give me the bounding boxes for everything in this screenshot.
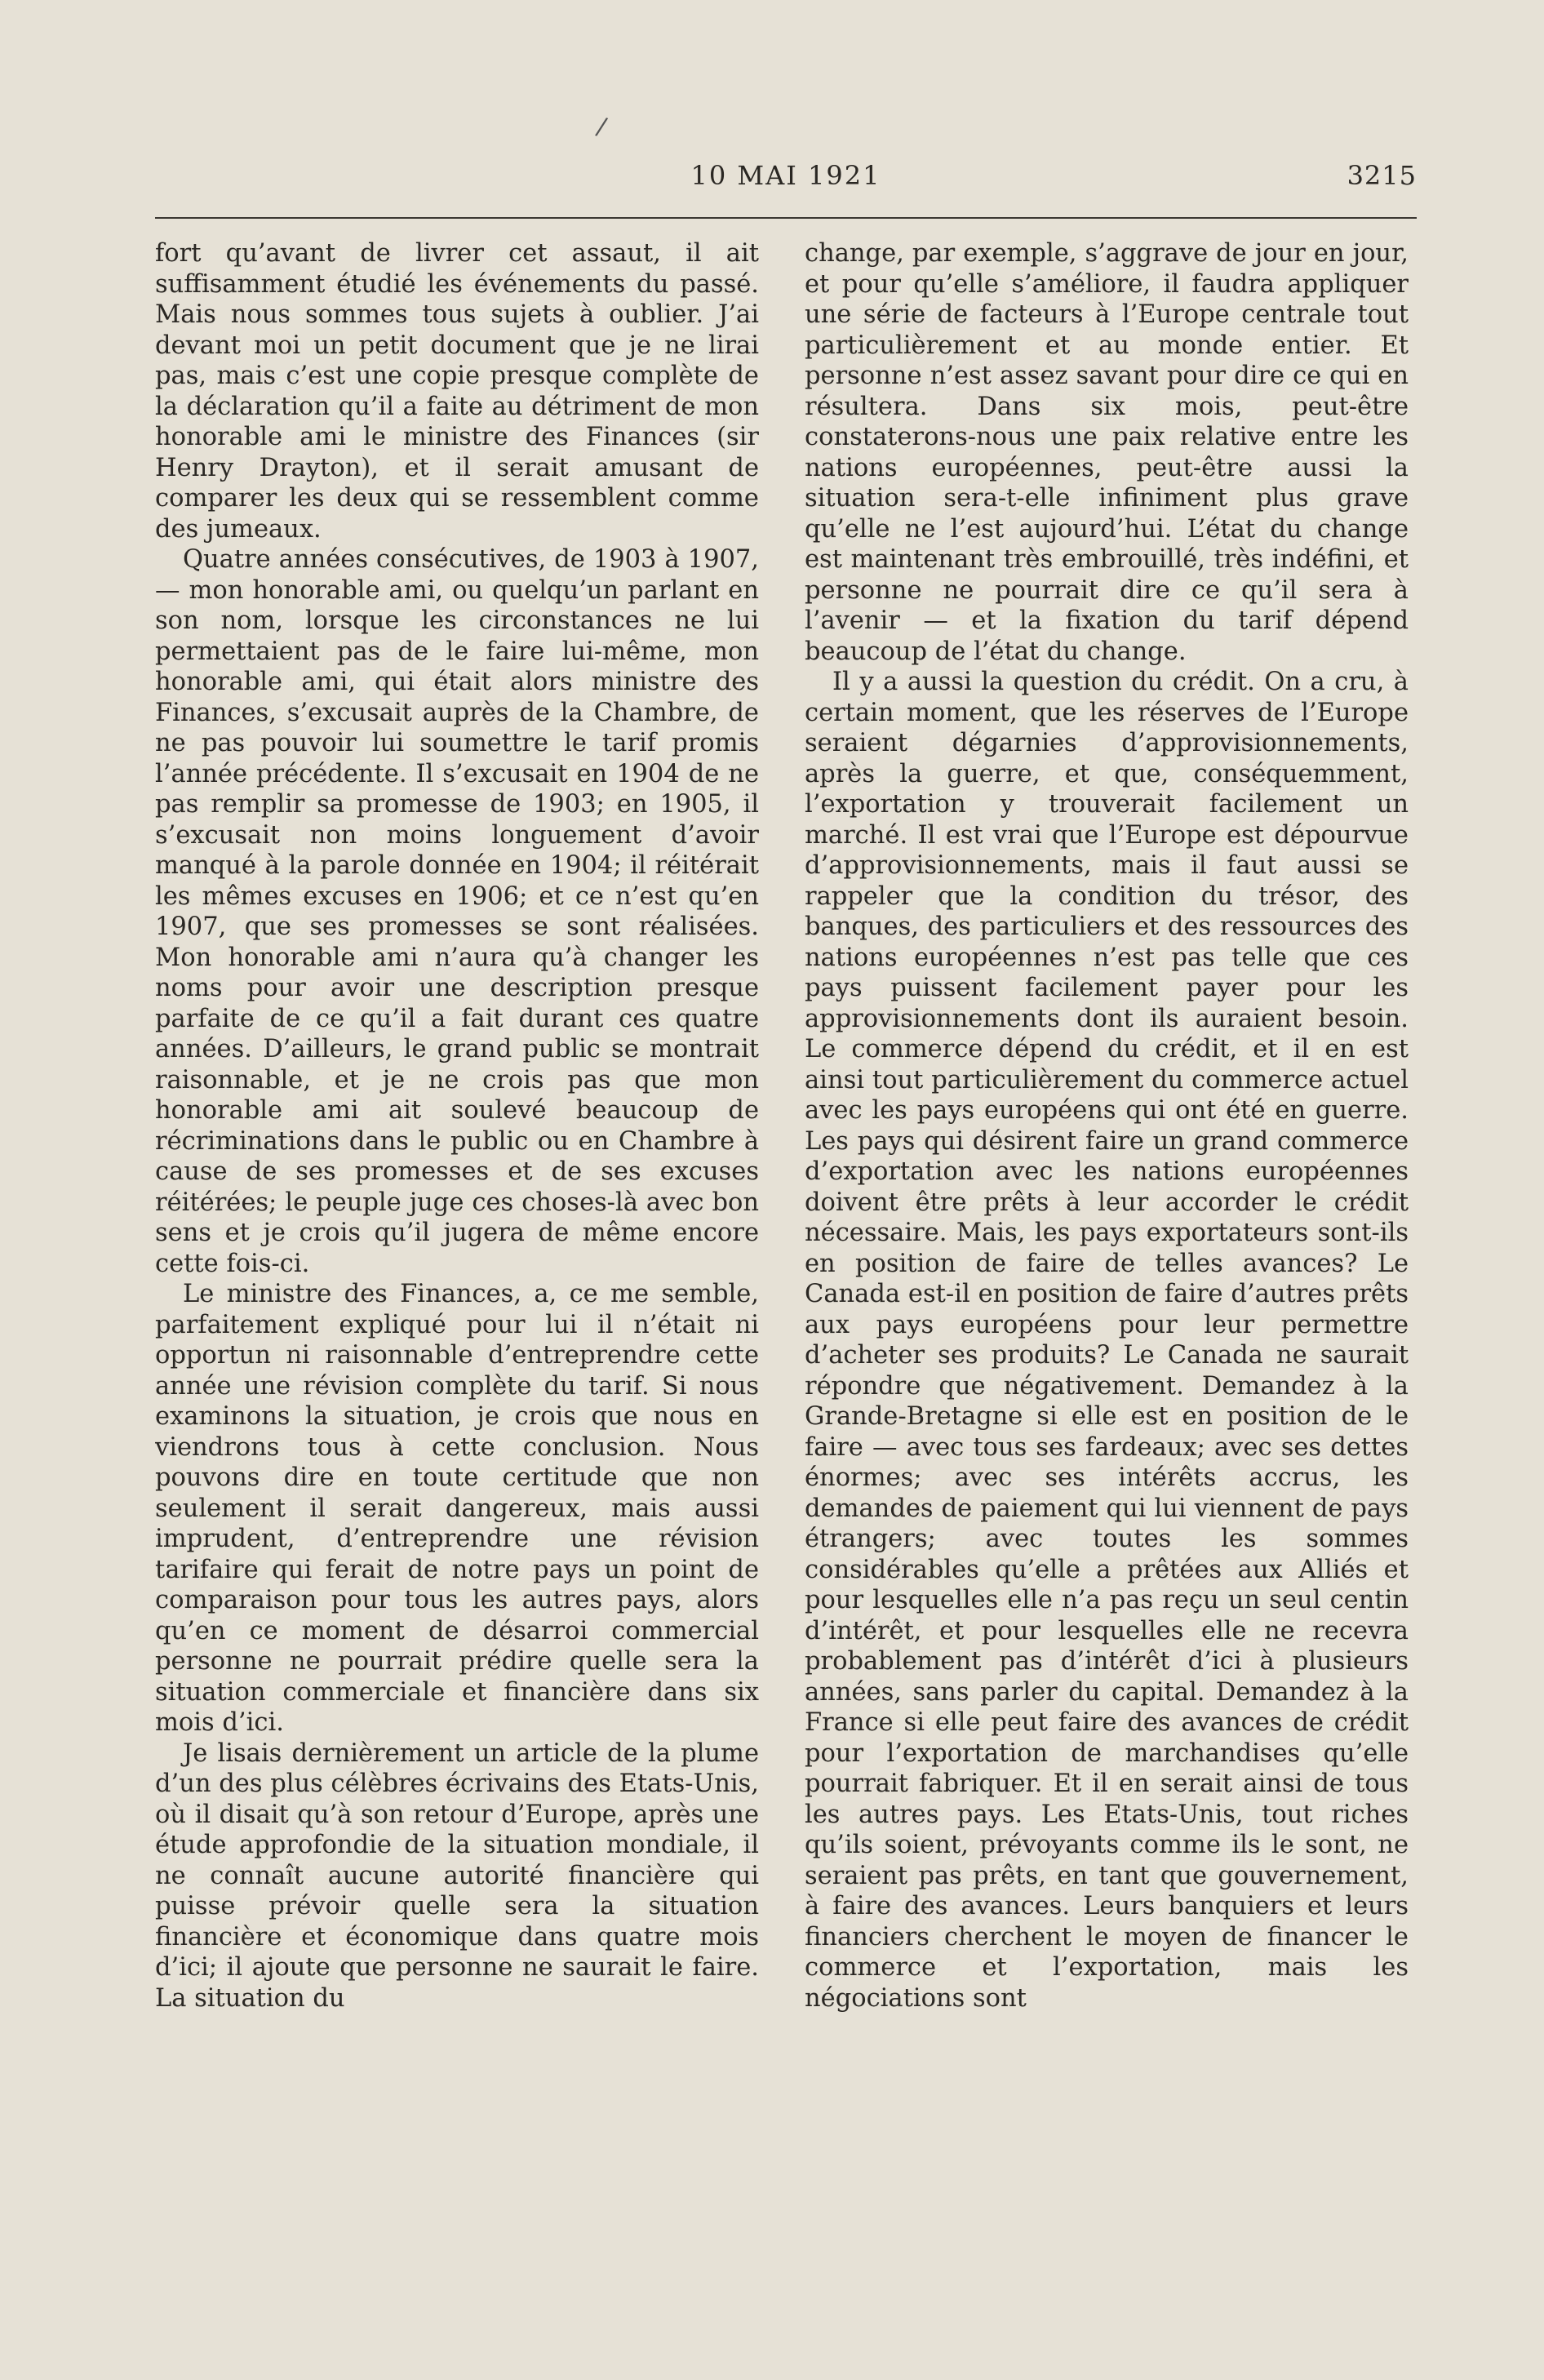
paragraph: Le ministre des Finances, a, ce me semble, parfaitement expliqué pour lui il n’était ni opportun ni raisonnable d’entreprendre cette année une révision complète du tarif. Si nous examinons la situation, je crois que nous en viendrons tous à cette conclusion. Nous pouvons dire en toute certitude que non seulement il serait dangereux, mais aussi imprudent, d’entreprendre une révision tarifaire qui ferait de notre pays un point de comparaison pour tous les autres pays, alors qu’en ce moment de désarroi commercial personne ne pourrait prédire quelle sera la situation commerciale et financière dans six mois d’ici.: [155, 1280, 759, 1737]
page-header: [155, 160, 1417, 201]
stray-pen-mark: /: [593, 112, 610, 142]
paragraph: Je lisais dernièrement un article de la plume d’un des plus célèbres écrivains des Etats-Unis, où il disait qu’à son retour d’Europe, après une étude approfondie de la situation mondiale, il ne connaît aucune autorité financière qui puisse prévoir quelle sera la situation financière et économique dans quatre mois d’ici; il ajoute que personne ne saurait le faire. La situation du: [155, 1738, 759, 2013]
page-number: 3215: [1347, 160, 1417, 191]
paragraph: Quatre années consécutives, de 1903 à 1907, — mon honorable ami, ou quelqu’un parlant en son nom, lorsque les circonstances ne lui permettaient pas de le faire lui-même, mon honorable ami, qui était alors ministre des Finances, s’excusait auprès de la Chambre, de ne pas pouvoir lui soumettre le tarif promis l’année précédente. Il s’excusait en 1904 de ne pas remplir sa promesse de 1903; en 1905, il s’excusait non moins longuement d’avoir manqué à la parole donnée en 1904; il réitérait les mêmes excuses en 1906; et ce n’est qu’en 1907, que ses promesses se sont réalisées. Mon honorable ami n’aura qu’à changer les noms pour avoir une description presque parfaite de ce qu’il a fait durant ces quatre années. D’ailleurs, le grand public se montrait raisonnable, et je ne crois pas que mon honorable ami ait soulevé beaucoup de récriminations dans le public ou en Chambre à cause de ses promesses et de ses excuses réitérées; le peuple juge ces choses-là avec bon sens et je crois qu’il jugera de même encore cette fois-ci.: [155, 545, 759, 1278]
paragraph: fort qu’avant de livrer cet assaut, il ait suffisamment étudié les événements du passé. Mais nous sommes tous sujets à oublier. J’ai devant moi un petit document que je ne lirai pas, mais c’est une copie presque complète de la déclaration qu’il a faite au détriment de mon honorable ami le ministre des Finances (sir Henry Drayton), et il serait amusant de comparer les deux qui se ressemblent comme des jumeaux.: [155, 239, 759, 544]
paragraph: Il y a aussi la question du crédit. On a cru, à certain moment, que les réserves de l’Europe seraient dégarnies d’approvisionnements, après la guerre, et que, conséquemment, l’exportation y trouverait facilement un marché. Il est vrai que l’Europe est dépourvue d’approvisionnements, mais il faut aussi se rappeler que la condition du trésor, des banques, des particuliers et des ressources des nations européennes n’est pas telle que ces pays puissent facilement payer pour les approvisionnements dont ils auraient besoin. Le commerce dépend du crédit, et il en est ainsi tout particulièrement du commerce actuel avec les pays européens qui ont été en guerre. Les pays qui désirent faire un grand commerce d’exportation avec les nations européennes doivent être prêts à leur accorder le crédit nécessaire. Mais, les pays exportateurs sont-ils en position de faire de telles avances? Le Canada est-il en position de faire d’autres prêts aux pays européens pour leur permettre d’acheter ses produits? Le Canada ne saurait répondre que négativement. Demandez à la Grande-Bretagne si elle est en position de le faire — avec tous ses fardeaux; avec ses dettes énormes; avec ses intérêts accrus, les demandes de paiement qui lui viennent de pays étrangers; avec toutes les sommes considérables qu’elle a prêtées aux Alliés et pour lesquelles elle n’a pas reçu un seul centin d’intérêt, et pour lesquelles elle ne recevra probablement pas d’intérêt d’ici à plusieurs années, sans parler du capital. Demandez à la France si elle peut faire des avances de crédit pour l’exportation de marchandises qu’elle pourrait fabriquer. Et il en serait ainsi de tous les autres pays. Les Etats-Unis, tout riches qu’ils soient, prévoyants comme ils le sont, ne seraient pas prêts, en tant que gouvernement, à faire des avances. Leurs banquiers et leurs financiers cherchent le moyen de financer le commerce et l’exportation, mais les négociations sont: [805, 668, 1409, 2013]
paragraph: change, par exemple, s’aggrave de jour en jour, et pour qu’elle s’améliore, il faudra appliquer une série de facteurs à l’Europe centrale tout particulièrement et au monde entier. Et personne n’est assez savant pour dire ce qui en résultera. Dans six mois, peut-être constaterons-nous une paix relative entre les nations européennes, peut-être aussi la situation sera-t-elle infiniment plus grave qu’elle ne l’est aujourd’hui. L’état du change est maintenant très embrouillé, très indéfini, et personne ne pourrait dire ce qu’il sera à l’avenir — et la fixation du tarif dépend beaucoup de l’état du change.: [805, 239, 1409, 666]
left-column: [155, 238, 759, 2181]
header-rule: [155, 217, 1417, 219]
page-date: 10 MAI 1921: [690, 160, 881, 191]
right-column: [805, 238, 1409, 2181]
